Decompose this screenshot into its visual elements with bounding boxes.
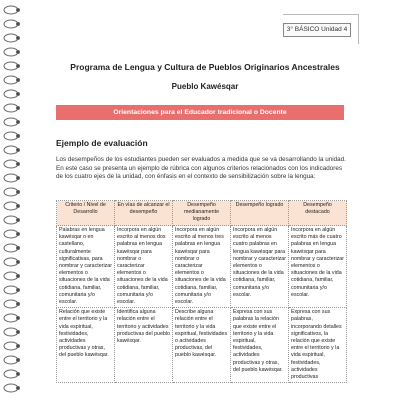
spiral-hole [17, 23, 20, 26]
spiral-ring [4, 62, 18, 70]
rubric-table [56, 200, 347, 383]
table-cell: Incorpora en algún escrito al menos dos palabras en lengua kawésqar para nombrar o caracterizar elementos o situaciones de la vida cotidiana, familiar, comunitaria y/o escolar. [115, 226, 173, 308]
corner-line-right [358, 14, 359, 44]
corner-line-top [283, 14, 358, 15]
header-destacado: Desempeño destacado [289, 201, 347, 226]
spiral-ring [4, 188, 18, 196]
spiral-ring [4, 272, 18, 280]
orientation-banner: Orientaciones para el Educador tradicional o Docente [56, 105, 344, 120]
spiral-ring [4, 356, 18, 364]
header-en-vias: En vías de alcanzar el desempeño [115, 201, 173, 226]
spiral-hole [17, 275, 20, 278]
spiral-ring [4, 216, 18, 224]
spiral-ring [4, 76, 18, 84]
spiral-hole [17, 51, 20, 54]
spiral-hole [17, 345, 20, 348]
spiral-ring [4, 314, 18, 322]
spiral-hole [17, 331, 20, 334]
unit-badge: 3° BÁSICO Unidad 4 [283, 23, 351, 37]
spiral-hole [17, 177, 20, 180]
spiral-hole [17, 93, 20, 96]
spiral-hole [17, 289, 20, 292]
table-cell: Incorpora en algún escrito más de cuatro palabras en lengua kawésqar para nombrar y caracterizar elementos o situaciones de la vida cotidiana, familiar, comunitaria y/o escolar. [289, 226, 347, 308]
spiral-ring [4, 6, 18, 14]
spiral-ring [4, 300, 18, 308]
spiral-ring [4, 230, 18, 238]
table-row [57, 226, 347, 308]
spiral-hole [17, 79, 20, 82]
spiral-hole [17, 247, 20, 250]
spiral-ring [4, 34, 18, 42]
header-criterio: Criterio / Nivel de Desarrollo [57, 201, 115, 226]
spiral-ring [4, 202, 18, 210]
table-cell: Incorpora en algún escrito al menos tres palabras en lengua kawésqar para nombrar o caracterizar elementos o situaciones de la vida cotidiana, familiar, comunitaria y/o escolar. [173, 226, 231, 308]
spiral-hole [17, 261, 20, 264]
header-medianamente: Desempeño medianamente logrado [173, 201, 231, 226]
table-cell: Identifica alguna relación entre el territorio y actividades productivas del pueblo kawésqar. [115, 308, 173, 383]
table-row [57, 308, 347, 383]
spiral-ring [4, 90, 18, 98]
spiral-ring [4, 174, 18, 182]
spiral-ring [4, 244, 18, 252]
header-logrado: Desempeño logrado [231, 201, 289, 226]
program-title: Programa de Lengua y Cultura de Pueblos Originarios Ancestrales [70, 62, 340, 72]
spiral-hole [17, 135, 20, 138]
spiral-ring [4, 286, 18, 294]
spiral-hole [17, 37, 20, 40]
spiral-ring [4, 146, 18, 154]
spiral-hole [17, 373, 20, 376]
spiral-hole [17, 121, 20, 124]
spiral-hole [17, 9, 20, 12]
intro-paragraph: Los desempeños de los estudiantes pueden ser evaluados a medida que se va desarrollando la unidad. En este caso se presenta un ejemplo de rúbrica con algunos criterios relacionados con los indicadores de los cuatro ejes de la unidad, con énfasis en el contexto de sensibilización sobre la lengua: [56, 156, 346, 181]
spiral-hole [17, 219, 20, 222]
spiral-hole [17, 233, 20, 236]
people-title: Pueblo Kawésqar [171, 82, 239, 91]
spiral-hole [17, 387, 20, 390]
spiral-hole [17, 317, 20, 320]
table-cell: Expresa con sus palabras la relación que existe entre el territorio y la vida espiritual, festividades, actividades productivas y otras, del pueblo kawésqar. [231, 308, 289, 383]
spiral-hole [17, 205, 20, 208]
spiral-binding-icon [0, 0, 22, 400]
table-cell: Expresa con sus palabras, incorporando detalles significativos, la relación que existe entre el territorio y la vida espiritual, festividades, actividades productivas [289, 308, 347, 383]
table-cell: Describe alguna relación entre el territorio y la vida espiritual, festividades o actividades productivas, del pueblo kawésqar. [173, 308, 231, 383]
spiral-ring [4, 104, 18, 112]
spiral-hole [17, 107, 20, 110]
spiral-hole [17, 163, 20, 166]
spiral-hole [17, 65, 20, 68]
spiral-hole [17, 191, 20, 194]
spiral-hole [17, 303, 20, 306]
spiral-ring [4, 370, 18, 378]
spiral-ring [4, 328, 18, 336]
spiral-hole [17, 359, 20, 362]
spiral-ring [4, 20, 18, 28]
spiral-ring [4, 118, 18, 126]
table-cell: Relación que existe entre el territorio y la vida espiritual, festividades, actividades productivas y otras, del pueblo kawésqar. [57, 308, 115, 383]
spiral-ring [4, 48, 18, 56]
spiral-hole [17, 149, 20, 152]
section-heading: Ejemplo de evaluación [56, 138, 148, 148]
table-cell: Incorpora en algún escrito al menos cuatro palabras en lengua kawésqar para nombrar y caracterizar elementos o situaciones de la vida cotidiana, familiar, comunitaria y/o escolar. [231, 226, 289, 308]
spiral-ring [4, 160, 18, 168]
table-header-row [57, 201, 347, 226]
table-cell: Palabras en lengua kawésqar o en castellano, culturalmente significativas, para nombrar y caracterizar elementos o situaciones de la vida cotidiana, familiar, comunitaria y/o escolar. [57, 226, 115, 308]
spiral-ring [4, 342, 18, 350]
spiral-ring [4, 258, 18, 266]
spiral-ring [4, 384, 18, 392]
spiral-ring [4, 132, 18, 140]
